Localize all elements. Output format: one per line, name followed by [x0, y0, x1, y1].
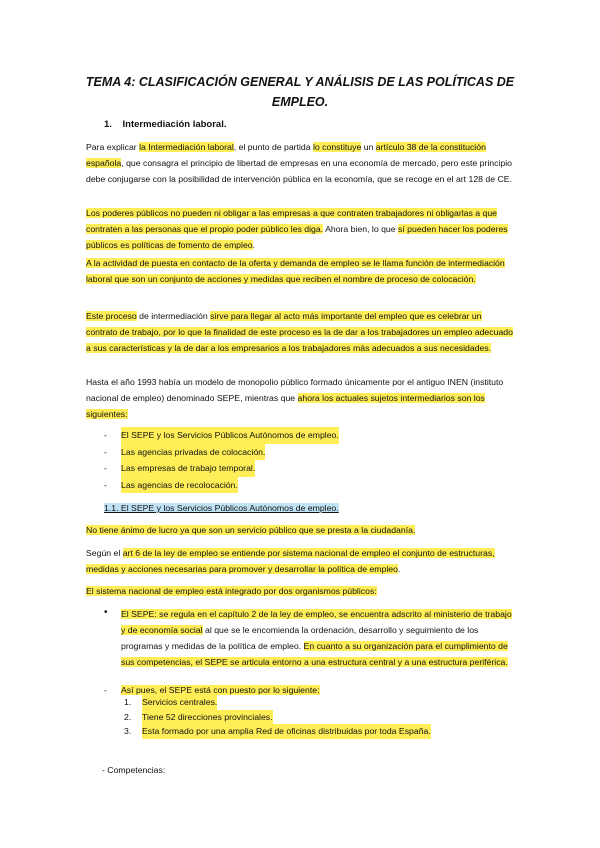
- paragraph-1: [86, 139, 514, 187]
- document-title: TEMA 4: CLASIFICACIÓN GENERAL Y ANÁLISIS DE LAS POLÍTICAS DE EMPLEO.: [85, 75, 515, 109]
- p1-highlight-d: lo constituye: [313, 142, 362, 152]
- bullet-icon: •: [104, 607, 108, 618]
- p7-text-c: .: [397, 564, 401, 574]
- section-number: 1.: [104, 119, 112, 130]
- intermediaries-list: [104, 427, 339, 493]
- paragraph-8: [86, 583, 514, 599]
- p7-highlight-b: art 6 de la ley de empleo se entiende por sistema nacional de empleo el conjunto de estructuras, medidas y acciones necesarias para promover y desarrollar la política de empleo: [86, 548, 495, 574]
- numbered-item: [124, 695, 431, 710]
- p6-highlight: No tiene ánimo de lucro ya que son un servicio público que se presta a la ciudadanía.: [86, 525, 416, 535]
- p3-highlight: A la actividad de puesta en contacto de la oferta y demanda de empleo se le llama función de intermediación laboral que son un conjunto de acciones y medidas que reciben el nombre de proceso de colocación.: [86, 258, 505, 284]
- p2-text-d: .: [252, 240, 256, 250]
- p5-highlight-b: ahora los actuales sujetos intermediarios son los siguientes:: [86, 393, 485, 419]
- p2-highlight-a: Los poderes públicos no pueden ni obligar a las empresas a que contraten trabajadores ni obligarlas a que contraten a las personas que el propio poder público les diga.: [86, 208, 497, 234]
- paragraph-3: [86, 255, 514, 287]
- p1-highlight-b: la Intermediación laboral: [139, 142, 234, 152]
- paragraph-6: [86, 522, 514, 538]
- p10-highlight: Así pues, el SEPE está con puesto por lo siguiente:: [121, 685, 320, 695]
- p1-text-g: , que consagra el principio de libertad de empresas en una economía de mercado, pero este principio debe conjugarse con la posibilidad de intervención pública en la economía, que se recoge en el art 128 de CE.: [86, 158, 512, 184]
- list-dash: -: [104, 463, 107, 474]
- p1-text-c: , el punto de partida: [233, 142, 313, 152]
- list-dash: -: [104, 479, 107, 490]
- p2-text-b: Ahora bien, lo que: [323, 224, 399, 234]
- subsection-heading-1-1: [104, 500, 532, 516]
- list-dash: -: [104, 430, 107, 440]
- paragraph-9: [121, 606, 513, 670]
- p9-highlight-c: En cuanto a su organización para el cumplimiento de sus competencias, el SEPE se articula entorno a una estructura central y a una estructura periférica.: [121, 641, 508, 667]
- section-heading-1: [104, 119, 227, 130]
- p8-highlight: El sistema nacional de empleo está integrado por dos organismos públicos:: [86, 586, 377, 596]
- item-text: Esta formado por una amplia Red de oficinas distribuidas por toda España.: [142, 724, 431, 739]
- item-text: Tiene 52 direcciones provinciales.: [142, 710, 273, 725]
- paragraph-2: [86, 205, 514, 253]
- sepe-structure-list: [124, 695, 431, 739]
- paragraph-4: [86, 308, 514, 356]
- item-number: 1.: [124, 697, 132, 707]
- p5-text-a: Hasta el año 1993 había un modelo de monopolio público formado únicamente por el antiguo INEN (instituto nacional de empleo) denominado SEPE, mientras que: [86, 377, 504, 403]
- section-title: Intermediación laboral.: [122, 119, 227, 130]
- p2-highlight-c: sí pueden hacer los poderes públicos es políticas de fomento de empleo: [86, 224, 508, 250]
- list-item-text: Las agencias privadas de colocación.: [121, 444, 265, 461]
- p1-highlight-f: artículo 38 de la constitución española: [86, 142, 486, 168]
- p9-highlight-a: El SEPE: se regula en el capítulo 2 de la ley de empleo, se encuentra adscrito al ministerio de trabajo y de economía social: [121, 609, 512, 635]
- subsection-title: 1.1. El SEPE y los Servicios Públicos Autónomos de empleo.: [104, 503, 339, 513]
- list-item: [104, 460, 339, 477]
- dash-marker: -: [104, 685, 107, 695]
- item-text: Servicios centrales.: [142, 695, 217, 710]
- paragraph-5: [86, 374, 514, 422]
- p4-highlight-a: Este proceso: [86, 311, 137, 321]
- list-item: [104, 444, 339, 461]
- p1-text-e: un: [361, 142, 376, 152]
- item-number: 2.: [124, 711, 132, 722]
- p4-highlight-c: sirve para llegar al acto más importante del empleo que es celebrar un contrato de trabajo, por lo que la finalidad de este proceso es la de dar a los trabajadores un empleo adecuado a sus características y la de dar a los empresarios a los trabajadores más adecuados a sus necesidades.: [86, 311, 513, 353]
- list-item-text: Las empresas de trabajo temporal.: [121, 460, 255, 477]
- item-number: 3.: [124, 726, 132, 736]
- p9-text-b: al que se le encomienda la ordenación, desarrollo y seguimiento de los programas y medidas de la política de empleo.: [121, 625, 479, 651]
- list-item-text: Las agencias de recolocación.: [121, 477, 238, 494]
- p4-text-b: de intermediación: [136, 311, 211, 321]
- list-item-text: El SEPE y los Servicios Públicos Autónomos de empleo.: [121, 427, 339, 444]
- paragraph-11: - Competencias:: [102, 765, 166, 775]
- p7-text-a: Según el: [86, 548, 123, 558]
- list-item: [104, 477, 339, 494]
- p1-text-a: Para explicar: [86, 142, 140, 152]
- numbered-item: [124, 724, 431, 739]
- paragraph-7: [86, 545, 514, 577]
- list-item: [104, 427, 339, 444]
- list-dash: -: [104, 446, 107, 457]
- numbered-item: [124, 710, 431, 725]
